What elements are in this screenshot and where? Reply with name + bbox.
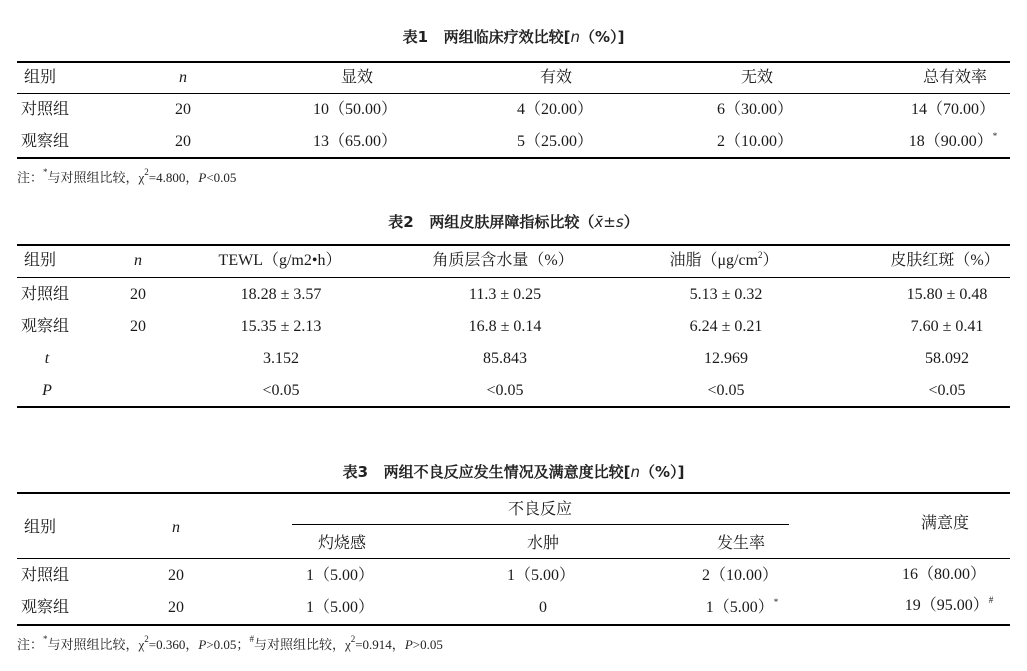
table2-caption-suffix: ） xyxy=(623,213,639,231)
table1-r2-total xyxy=(909,132,998,152)
table2-r2-sebum: 6.24 ± 0.21 xyxy=(689,318,763,335)
table3-r2-burn: 1（5.00） xyxy=(305,599,375,616)
table3-r2-n: 20 xyxy=(168,599,184,616)
table3-note-prefix: 注： xyxy=(17,637,44,652)
table2-top-rule xyxy=(17,244,1010,246)
table3-note-p2: P xyxy=(404,637,413,652)
table3-caption xyxy=(0,461,1027,482)
table2-header-n: n xyxy=(134,252,142,269)
table2-r4-tewl: <0.05 xyxy=(262,382,300,399)
table2-r3-stat-t: t xyxy=(44,350,50,367)
table2-r2-erythema: 7.60 ± 0.41 xyxy=(910,318,984,335)
table1-caption-number: 表1 xyxy=(402,28,428,46)
table3-note-prest1: >0.05； xyxy=(206,637,250,652)
table1-note-sq: 2 xyxy=(144,167,149,177)
table3-header-edema: 水肿 xyxy=(526,535,560,552)
table2-r2-tewl: 15.35 ± 2.13 xyxy=(240,318,322,335)
table1-bottom-rule xyxy=(17,157,1010,159)
table3-note-prest2: >0.05 xyxy=(412,637,443,652)
table3-r2-edema: 0 xyxy=(539,599,547,616)
table3-r1-burn: 1（5.00） xyxy=(305,567,375,584)
table1-r1-effective: 4（20.00） xyxy=(516,101,594,118)
table1-r2-n: 20 xyxy=(175,133,191,150)
table2-r1-sebum: 5.13 ± 0.32 xyxy=(689,286,763,303)
table3-note-sq2: 2 xyxy=(350,634,356,644)
table1-note-prefix: 注： xyxy=(17,170,44,185)
table1-header-n: n xyxy=(179,69,187,86)
table2-r1-n: 20 xyxy=(130,286,146,303)
table3-r1-rate: 2（10.00） xyxy=(701,567,779,584)
table2-r1-erythema: 15.80 ± 0.48 xyxy=(906,286,988,303)
table2-header-rule xyxy=(17,277,1010,278)
table3-r1-edema: 1（5.00） xyxy=(506,567,576,584)
table1-r2-total-value: 18（90.00） xyxy=(908,133,993,150)
table2-header-stratum-water: 角质层含水量（%） xyxy=(432,252,574,269)
table2-header-sebum xyxy=(669,251,778,271)
table1-header-rule xyxy=(17,93,1010,94)
table1-note-mark: * xyxy=(43,167,48,177)
table1-r1-group: 对照组 xyxy=(21,101,70,118)
table3-r2-satisfaction xyxy=(905,596,994,616)
table2-caption-number: 表2 xyxy=(388,213,414,231)
table2-r4-stat-p: P xyxy=(42,382,52,399)
table2-r3-erythema: 58.092 xyxy=(925,350,969,367)
table1-r2-group: 观察组 xyxy=(21,133,70,150)
table2-header-sebum-sup: 2 xyxy=(758,250,763,260)
table3-header-group: 组别 xyxy=(24,519,57,536)
table2-r4-erythema: <0.05 xyxy=(928,382,966,399)
table2-r1-group: 对照组 xyxy=(21,286,70,303)
table1-r2-markedly: 13（65.00） xyxy=(312,133,398,150)
table3-r1-satisfaction: 16（80.00） xyxy=(901,566,987,583)
table2-r3-water: 85.843 xyxy=(483,350,527,367)
table3-header-adverse: 不良反应 xyxy=(507,501,573,518)
table1-note-text: 与对照组比较，χ xyxy=(47,170,145,185)
table3-header-satisfaction: 满意度 xyxy=(920,515,970,532)
table3-header-rate: 发生率 xyxy=(716,535,766,552)
table1-top-rule xyxy=(17,61,1010,63)
table1-caption xyxy=(0,26,1027,47)
table3-note-rest2: =0.914， xyxy=(355,637,405,652)
table3-top-rule xyxy=(17,492,1010,494)
table1-r2-effective: 5（25.00） xyxy=(516,133,594,150)
table1-r2-total-mark: * xyxy=(992,131,998,141)
table1-header-markedly-effective: 显效 xyxy=(340,69,374,86)
table3-note-sq1: 2 xyxy=(144,634,149,644)
table1-note-prest: <0.05 xyxy=(206,170,237,185)
table3-bottom-rule xyxy=(17,624,1010,626)
table3-header-burn: 灼烧感 xyxy=(317,535,367,552)
table3-r2-rate xyxy=(706,598,779,618)
table3-r1-n: 20 xyxy=(168,567,184,584)
table2-r2-n: 20 xyxy=(130,318,146,335)
table1-note-rest: =4.800， xyxy=(148,170,199,185)
table3-header-rule xyxy=(17,558,1010,559)
table3-note-mark1: * xyxy=(43,634,48,644)
table1-caption-n: n xyxy=(570,28,581,46)
table3-r2-satisfaction-value: 19（95.00） xyxy=(904,597,989,614)
table3-r2-satisfaction-mark: # xyxy=(988,595,994,605)
table2-bottom-rule xyxy=(17,406,1010,408)
table3-note-mark2: # xyxy=(249,634,254,644)
table2-header-tewl: TEWL（g/m2•h） xyxy=(218,252,342,269)
table2-header-sebum-end: ） xyxy=(762,252,779,269)
table2-header-group: 组别 xyxy=(24,252,57,269)
table3-caption-number: 表3 xyxy=(342,463,368,481)
table1-r1-n: 20 xyxy=(175,101,191,118)
table2-r1-water: 11.3 ± 0.25 xyxy=(468,286,542,303)
table2-r4-sebum: <0.05 xyxy=(707,382,745,399)
table3-caption-suffix: （%）] xyxy=(640,463,685,481)
table1-header-total-rate: 总有效率 xyxy=(922,69,988,86)
table3-note xyxy=(17,634,443,653)
table1-r1-ineffective: 6（30.00） xyxy=(716,101,794,118)
table1-header-group: 组别 xyxy=(24,69,57,86)
table1-r1-total: 14（70.00） xyxy=(910,101,996,118)
table3-header-n: n xyxy=(172,519,180,536)
table3-note-text2: 与对照组比较，χ xyxy=(253,637,351,652)
table1-note xyxy=(17,167,237,186)
table3-note-text1: 与对照组比较，χ xyxy=(47,637,145,652)
table2-r3-sebum: 12.969 xyxy=(704,350,748,367)
table1-header-ineffective: 无效 xyxy=(740,69,774,86)
table2-r4-water: <0.05 xyxy=(486,382,524,399)
table2-caption-title: 两组皮肤屏障指标比较（ xyxy=(429,213,595,231)
table2-r2-water: 16.8 ± 0.14 xyxy=(468,318,542,335)
table3-caption-n: n xyxy=(630,463,641,481)
table2-caption xyxy=(0,211,1027,232)
table2-r3-tewl: 3.152 xyxy=(263,350,299,367)
table1-header-effective: 有效 xyxy=(539,69,573,86)
table2-header-erythema: 皮肤红斑（%） xyxy=(890,252,1000,269)
table1-note-p: P xyxy=(198,170,207,185)
table2-caption-stat: x̄±s xyxy=(594,213,624,231)
table1-r2-ineffective: 2（10.00） xyxy=(716,133,794,150)
table3-r1-group: 对照组 xyxy=(21,567,70,584)
table3-caption-title: 两组不良反应发生情况及满意度比较[ xyxy=(383,463,631,481)
table2-r1-tewl: 18.28 ± 3.57 xyxy=(240,286,322,303)
table3-note-p1: P xyxy=(198,637,207,652)
table3-spanner-rule xyxy=(292,524,789,525)
table1-caption-title: 两组临床疗效比较[ xyxy=(443,28,571,46)
table3-r2-rate-mark: * xyxy=(773,597,779,607)
table2-header-sebum-text: 油脂（μg/cm xyxy=(669,252,759,269)
table3-r2-group: 观察组 xyxy=(21,599,70,616)
table1-r1-markedly: 10（50.00） xyxy=(312,101,398,118)
table3-r2-rate-value: 1（5.00） xyxy=(705,599,774,616)
table1-caption-suffix: （%）] xyxy=(580,28,625,46)
table2-r2-group: 观察组 xyxy=(21,318,70,335)
table3-note-rest1: =0.360， xyxy=(148,637,199,652)
